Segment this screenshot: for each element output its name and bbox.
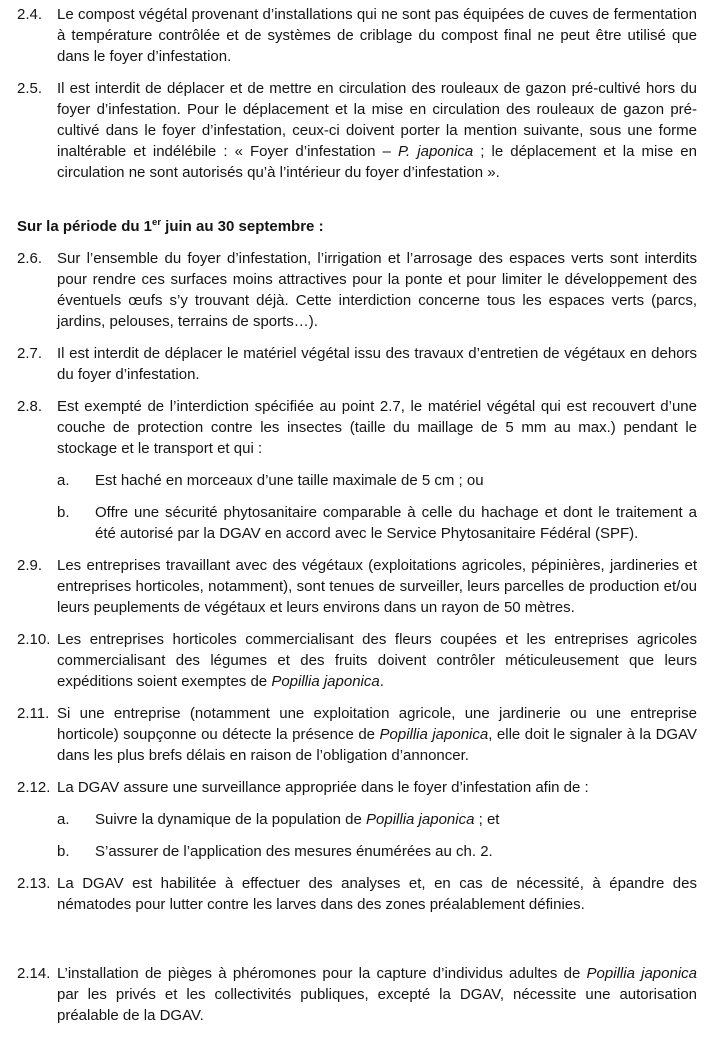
item-2-4 <box>17 4 697 67</box>
item-number: 2.5. <box>17 80 43 97</box>
subitem-text: S’assurer de l’application des mesures énumérées au ch. 2. <box>95 843 493 860</box>
item-2-12 <box>17 777 697 798</box>
item-number: 2.6. <box>17 250 43 267</box>
item-text: Sur l’ensemble du foyer d’infestation, l’irrigation et l’arrosage des espaces verts sont interdits pour rendre ces surfaces moins attractives pour la ponte et pour limiter le développement des éventuels œufs s’y trouvant déjà. Cette interdiction concerne tous les espaces verts (parcs, jardins, pelouses, terrains de sports…). <box>57 250 697 330</box>
section-heading-period: Sur la période du 1er juin au 30 septembre : <box>17 217 324 235</box>
item-text: Les entreprises horticoles commercialisant des fleurs coupées et les entreprises agricoles commercialisant des légumes et des fruits doivent contrôler méticuleusement que leurs expéditions soient exemptes de Popillia japonica. <box>57 631 697 690</box>
item-number: 2.9. <box>17 557 43 574</box>
item-text: La DGAV est habilitée à effectuer des analyses et, en cas de nécessité, à épandre des nématodes pour lutter contre les larves dans des zones préalablement définies. <box>57 875 697 913</box>
item-text: Si une entreprise (notamment une exploitation agricole, une jardinerie ou une entreprise horticole) soupçonne ou détecte la présence de Popillia japonica, elle doit le signaler à la DGAV dans les plus brefs délais en raison de l’obligation d’annoncer. <box>57 705 698 764</box>
item-text: La DGAV assure une surveillance appropriée dans le foyer d’infestation afin de : <box>57 779 589 796</box>
item-text: L’installation de pièges à phéromones pour la capture d’individus adultes de Popillia japonica par les privés et les collectivités publiques, excepté la DGAV, nécessite une autorisation préalable de la DGAV. <box>57 965 698 1024</box>
item-2-5 <box>17 78 697 183</box>
item-text: Est exempté de l’interdiction spécifiée au point 2.7, le matériel végétal qui est recouvert d’une couche de protection contre les insectes (taille du maillage de 5 mm au max.) pendant le stockage et le transport et qui : <box>57 398 697 457</box>
item-text: Il est interdit de déplacer le matériel végétal issu des travaux d’entretien de végétaux en dehors du foyer d’infestation. <box>57 345 697 383</box>
subitem-text: Suivre la dynamique de la population de Popillia japonica ; et <box>95 811 500 828</box>
item-2-10 <box>17 629 697 692</box>
item-number: 2.11. <box>17 705 50 722</box>
item-text: Le compost végétal provenant d’installations qui ne sont pas équipées de cuves de fermentation à température contrôlée et de systèmes de criblage du compost final ne peut être utilisé que dans le foyer d’infestation. <box>57 6 697 65</box>
item-2-8 <box>17 396 697 459</box>
item-number: 2.14. <box>17 965 51 982</box>
item-text: Il est interdit de déplacer et de mettre en circulation des rouleaux de gazon pré-cultivé hors du foyer d’infestation. Pour le déplacement et la mise en circulation des rouleaux de gazon pré-cultivé dans le foyer d’infestation, ceux-ci doivent porter la mention suivante, sous une forme inaltérable et indélébile : « Foyer d’infestation – P. japonica ; le déplacement et la mise en circulation ne sont autorisés qu’à l’intérieur du foyer d’infestation ». <box>57 80 697 181</box>
item-2-13 <box>17 873 697 915</box>
item-2-11 <box>17 703 697 766</box>
subitem-letter: b. <box>57 504 70 521</box>
item-number: 2.10. <box>17 631 51 648</box>
item-number: 2.13. <box>17 875 51 892</box>
item-2-14 <box>17 963 697 1026</box>
subitem-2-12-a <box>57 809 697 830</box>
item-2-7 <box>17 343 697 385</box>
item-2-6 <box>17 248 697 332</box>
item-number: 2.4. <box>17 6 43 23</box>
subitem-letter: a. <box>57 472 70 489</box>
item-2-9 <box>17 555 697 618</box>
subitem-2-12-b <box>57 841 697 862</box>
item-number: 2.12. <box>17 779 51 796</box>
subitem-letter: a. <box>57 811 70 828</box>
subitem-text: Offre une sécurité phytosanitaire comparable à celle du hachage et dont le traitement a été autorisé par la DGAV en accord avec le Service Phytosanitaire Fédéral (SPF). <box>95 504 697 542</box>
item-number: 2.7. <box>17 345 43 362</box>
item-number: 2.8. <box>17 398 43 415</box>
subitem-letter: b. <box>57 843 70 860</box>
subitem-2-8-a <box>57 470 697 491</box>
item-text: Les entreprises travaillant avec des végétaux (exploitations agricoles, pépinières, jardineries et entreprises horticoles, notamment), sont tenues de surveiller, leurs parcelles de production et/ou leurs peuplements de végétaux et leurs environs dans un rayon de 50 mètres. <box>57 557 697 616</box>
subitem-2-8-b <box>57 502 697 544</box>
subitem-text: Est haché en morceaux d’une taille maximale de 5 cm ; ou <box>95 472 484 489</box>
